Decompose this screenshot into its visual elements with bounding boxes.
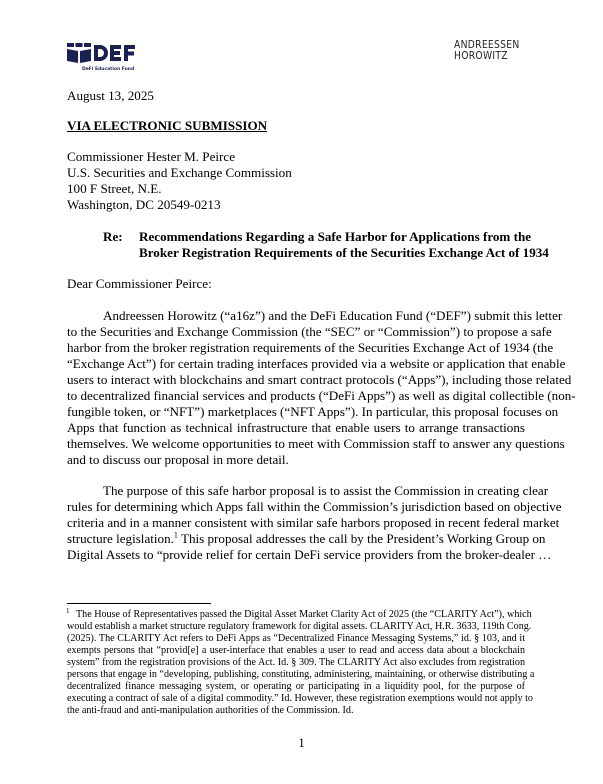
- paragraph-line: [67, 530, 546, 547]
- paragraph-line: The purpose of this safe harbor proposal is to assist the Commission in creating clear: [103, 483, 549, 498]
- text-segment: structure legislation.: [67, 531, 174, 546]
- footnote-line: would establish a market structure regulatory framework for digital assets. CLARITY Act, H.R. 3633, 119th Cong.: [67, 621, 532, 632]
- paragraph-line: Apps that function as technical infrastructure that enable users to arrange transactions: [67, 420, 525, 435]
- footnote-separator: [67, 603, 211, 604]
- paragraph-line: fungible token, or “NFT”) marketplaces (“NFT Apps”). In particular, this proposal focuses on: [67, 404, 559, 419]
- paragraph-line: Andreessen Horowitz (“a16z”) and the DeFi Education Fund (“DEF”) submit this letter: [103, 308, 563, 323]
- footnote-line: persons that engage in “developing, publishing, constituting, administering, maintaining, or otherwise distributing a: [67, 669, 535, 680]
- paragraph-line: to decentralized financial services and products (“DeFi Apps”) as well as digital collectible (non-: [67, 388, 576, 403]
- paragraph-line: harbor from the broker registration requirements of the Securities Exchange Act of 1934 (the: [67, 340, 554, 355]
- address-line: 100 F Street, N.E.: [67, 181, 162, 196]
- paragraph-line: users to interact with blockchains and smart contract protocols (“Apps”), including those related: [67, 372, 572, 387]
- paragraph-line: “Exchange Act”) for certain trading interfaces provided via a website or application that enable: [67, 356, 566, 371]
- text-segment: This proposal addresses the call by the President’s Working Group on: [177, 531, 546, 546]
- footnote-line: the anti-fraud and anti-manipulation authorities of the Commission. Id.: [67, 705, 354, 716]
- def-logo-subtitle: DeFi Education Fund: [82, 67, 135, 72]
- def-logo-mark: [67, 42, 147, 64]
- a16z-logo-line2: HOROWITZ: [454, 50, 508, 62]
- paragraph-line: themselves. We welcome opportunities to meet with Commission staff to answer any questions: [67, 436, 565, 451]
- page-number: 1: [298, 735, 305, 750]
- footnote-line: The House of Representatives passed the Digital Asset Market Clarity Act of 2025 (the “CLARITY Act”), which: [76, 609, 532, 620]
- re-subject-line: Broker Registration Requirements of the Securities Exchange Act of 1934: [139, 245, 549, 260]
- letter-date: August 13, 2025: [67, 88, 154, 103]
- def-logo: [67, 42, 147, 74]
- address-line: Commissioner Hester M. Peirce: [67, 149, 236, 164]
- paragraph-line: and to discuss our proposal in more detail.: [67, 452, 289, 467]
- a16z-logo-line1: ANDREESSEN: [454, 39, 520, 51]
- address-line: U.S. Securities and Exchange Commission: [67, 165, 292, 180]
- footnote-line: system” from the registration provisions of the Act. Id. § 309. The CLARITY Act also excludes from registration: [67, 657, 525, 668]
- re-subject-line: Recommendations Regarding a Safe Harbor for Applications from the: [139, 229, 532, 244]
- paragraph-line: to the Securities and Exchange Commission (the “SEC” or “Commission”) to propose a safe: [67, 324, 552, 339]
- re-label: Re:: [103, 229, 123, 244]
- footnote-line: (2025). The CLARITY Act refers to DeFi Apps as “Decentralized Finance Messaging Systems,” id. § 103, and it: [67, 633, 525, 644]
- delivery-method: VIA ELECTRONIC SUBMISSION: [67, 118, 268, 133]
- footnote-line: executing a contract of sale of a digital commodity.” Id. However, these registration exemptions would not apply to: [67, 693, 533, 704]
- footnote-line: decentralized finance messaging system, or operating or participating in a liquidity pool, for the purpose of: [67, 681, 525, 692]
- paragraph-line: criteria and in a manner consistent with similar safe harbors proposed in recent federal market: [67, 515, 560, 530]
- paragraph-line: Digital Assets to “provide relief for certain DeFi service providers from the broker-dealer …: [67, 547, 552, 562]
- footnote-reference[interactable]: 1: [173, 530, 178, 540]
- address-line: Washington, DC 20549-0213: [67, 197, 221, 212]
- a16z-logo: [454, 40, 520, 62]
- footnote-marker: 1: [66, 607, 70, 615]
- salutation: Dear Commissioner Peirce:: [67, 276, 212, 291]
- footnote-line: exempts persons that “provid[e] a user-interface that enables a user to read and access data about a blockchain: [67, 645, 525, 656]
- paragraph-line: rules for determining which Apps fall within the Commission’s jurisdiction based on objective: [67, 499, 562, 514]
